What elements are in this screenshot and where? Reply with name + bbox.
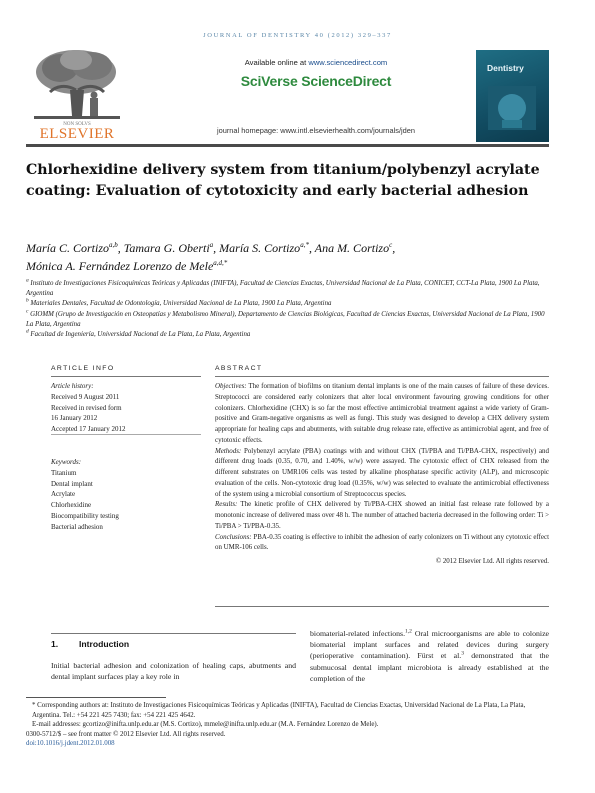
keyword-item: Biocompatibility testing [51, 511, 119, 520]
abstract-methods: Methods: Polybenzyl acrylate (PBA) coatings with and without CHX (Ti/PBA and Ti/PBA-CHX, respectively) and different drug loads (0.35, 0.70, and 1.40%, w/w) were assayed. The cytotoxic effect of CHX released from the different substrates on UMR106 cells was tested by alkaline phosphatase specific activity (ALP), and microscopic evaluation of the cells. Non-cytotoxic drug load (0.35%, w/w) was selected to evaluate the antimicrobial effectiveness of the system using a microbial consortium of Streptococcus species. [215, 446, 549, 498]
keyword-item: Acrylate [51, 490, 76, 499]
available-prefix: Available online at [244, 58, 309, 67]
journal-citation-line: JOURNAL OF DENTISTRY 40 (2012) 329–337 [203, 32, 392, 39]
affiliation-list [26, 279, 549, 340]
intro-heading [51, 639, 129, 649]
affiliation-item [26, 279, 549, 299]
author-separator: , [213, 241, 220, 255]
cover-artwork-icon [484, 80, 540, 136]
affiliation-text: Materiales Dentales, Facultad de Odontología, Universidad Nacional de La Plata, 1900 La Plata, Argentina [28, 300, 332, 308]
history-item: Received 9 August 2011 [51, 392, 120, 401]
author-affiliation-marker: a [209, 241, 214, 249]
history-item: 16 January 2012 [51, 414, 98, 423]
footnotes [26, 701, 549, 749]
sciencedirect-header [170, 58, 462, 89]
author-affiliation-marker: c [389, 241, 393, 249]
doi-link[interactable]: doi:10.1016/j.jdent.2012.01.008 [26, 740, 115, 748]
journal-cover-image [476, 50, 549, 142]
abstract-body [215, 381, 549, 567]
sciverse-logo-text: SciVerse ScienceDirect [240, 73, 392, 89]
affiliation-text: GIOMM (Grupo de Investigación en Osteopatías y Metabolismo Mineral), Departamento de Ciencias Biológicas, Facultad de Ciencias Exactas, Universidad Nacional de La Plata, 1900 La Plata, Argentina [26, 310, 545, 328]
author-separator: , [308, 241, 315, 255]
keyword-item: Bacterial adhesion [51, 522, 103, 531]
affiliation-item [26, 310, 549, 330]
header-rule [26, 144, 549, 147]
front-matter-note: 0300-5712/$ – see front matter © 2012 Elsevier Ltd. All rights reserved. [26, 730, 226, 738]
intro-rule [51, 633, 296, 634]
abstract-objectives: Objectives: The formation of biofilms on titanium dental implants is one of the main causes of failure of these devices. Streptococci are considered early colonizers that alter local environment favouring growing conditions for other colonizers. Chlorhexidine (CHX) is so far the most effective antimicrobial treatment against a wide variety of Gram-positive and Gram-negative organisms as well as fungi. This study was designed to develop a CHX delivery system appropriate for healing caps and abutments, with suitable drug release rate, effective as antimicrobial agent, and free of cytotoxic effects. [215, 382, 549, 444]
author-separator: , [392, 241, 396, 255]
affiliation-marker: c [26, 308, 29, 315]
author-affiliation-marker: a,b [109, 241, 118, 249]
keywords-label: Keywords: [51, 457, 82, 466]
author-list [26, 240, 549, 275]
history-rule [51, 434, 201, 435]
corresponding-author-note: * Corresponding authors at: Instituto de Investigaciones Fisicoquímicas Teóricas y Aplicadas (INIFTA), Facultad de Ciencias Exactas, Universidad Nacional de La Plata, La Plata, Argentina. Tel.: +54 221 425 7430; fax: +54 221 425 4642. [32, 702, 526, 719]
cover-title: Dentistry [487, 63, 524, 73]
citation-1-2[interactable]: 1,2 [405, 628, 412, 635]
keyword-item: Chlorhexidine [51, 501, 92, 510]
author-name: Mónica A. Fernández Lorenzo de Mele [26, 258, 214, 273]
abstract-bottom-rule [215, 606, 549, 607]
history-item: Accepted 17 January 2012 [51, 425, 126, 434]
history-label: Article history: [51, 382, 94, 390]
author-name: Ana M. Cortizo [314, 241, 390, 255]
history-list [51, 392, 201, 435]
footnote-rule [26, 697, 166, 698]
affiliation-item [26, 299, 549, 309]
body-left-column: Initial bacterial adhesion and colonization of healing caps, abutments and dental implant surfaces play a key role in [51, 661, 296, 682]
author-affiliation-marker: a,d,* [213, 258, 228, 267]
sciencedirect-link[interactable]: www.sciencedirect.com [308, 58, 388, 67]
svg-text:NON SOLVS: NON SOLVS [63, 122, 91, 126]
history-item: Received in revised form [51, 403, 122, 412]
affiliation-marker: b [26, 298, 29, 305]
abstract-copyright: © 2012 Elsevier Ltd. All rights reserved. [435, 557, 549, 565]
author-affiliation-marker: a,* [300, 241, 309, 249]
elsevier-wordmark: ELSEVIER [39, 126, 115, 142]
affiliation-marker: d [26, 328, 29, 335]
affiliation-item [26, 330, 549, 340]
email-note: E-mail addresses: gcortizo@inifta.unlp.edu.ar (M.S. Cortizo), mmele@inifta.unlp.edu.ar (M.A. Fernández Lorenzo de Mele). [32, 721, 379, 729]
intro-number: 1. [51, 639, 59, 649]
author-name: María S. Cortizo [219, 241, 301, 255]
affiliation-text: Facultad de Ingeniería, Universidad Nacional de La Plata, La Plata, Argentina [28, 331, 251, 339]
available-online-line [170, 58, 462, 67]
keyword-item: Dental implant [51, 479, 93, 488]
affiliation-marker: a [26, 277, 29, 284]
author-separator: , [117, 241, 124, 255]
intro-title: Introduction [79, 639, 130, 649]
abstract-rule [215, 376, 549, 377]
keyword-item: Titanium [51, 468, 77, 477]
citation-3[interactable]: 3 [461, 650, 464, 657]
abstract-conclusions: Conclusions: PBA-0.35 coating is effective to inhibit the adhesion of early colonizers on Ti without any cytotoxic effect on UMR-106 cells. [215, 532, 549, 552]
article-info-rule [51, 376, 201, 377]
article-info-column [51, 381, 201, 533]
keyword-list [51, 468, 201, 533]
author-name: María C. Cortizo [26, 241, 110, 255]
article-title: Chlorhexidine delivery system from titanium/polybenzyl acrylate coating: Evaluation of cytotoxicity and early bacterial adhesion [26, 162, 540, 199]
affiliation-text: Instituto de Investigaciones Fisicoquímicas Teóricas y Aplicadas (INIFTA), Facultad de Ciencias Exactas, Universidad Nacional de La Plata, CONICET, CCT-La Plata, 1900 La Plata, Argentina [26, 280, 540, 298]
abstract-results: Results: The kinetic profile of CHX delivered by Ti/PBA-CHX showed an initial fast release rate followed by a monotonic increase of delivered mass over 48 h. The number of attached bacteria decreased in the following order: Ti > Ti/PBA > Ti/PBA-0.35. [215, 500, 550, 530]
author-name: Tamara G. Oberti [123, 241, 210, 255]
body-right-column: biomaterial-related infections.$^{1,2}$ Oral microorganisms are able to colonize biomaterial implant surfaces and related devices during surgery (perioperative contamination). Fürst et al.$^3$ demonstrated that the submucosal dental implant microbiota is already established at the completion of the [310, 628, 549, 683]
journal-homepage-link[interactable]: journal homepage: www.intl.elsevierhealth.com/journals/jden [216, 126, 415, 135]
abstract-heading: ABSTRACT [215, 365, 263, 372]
article-info-heading: ARTICLE INFO [51, 365, 115, 372]
